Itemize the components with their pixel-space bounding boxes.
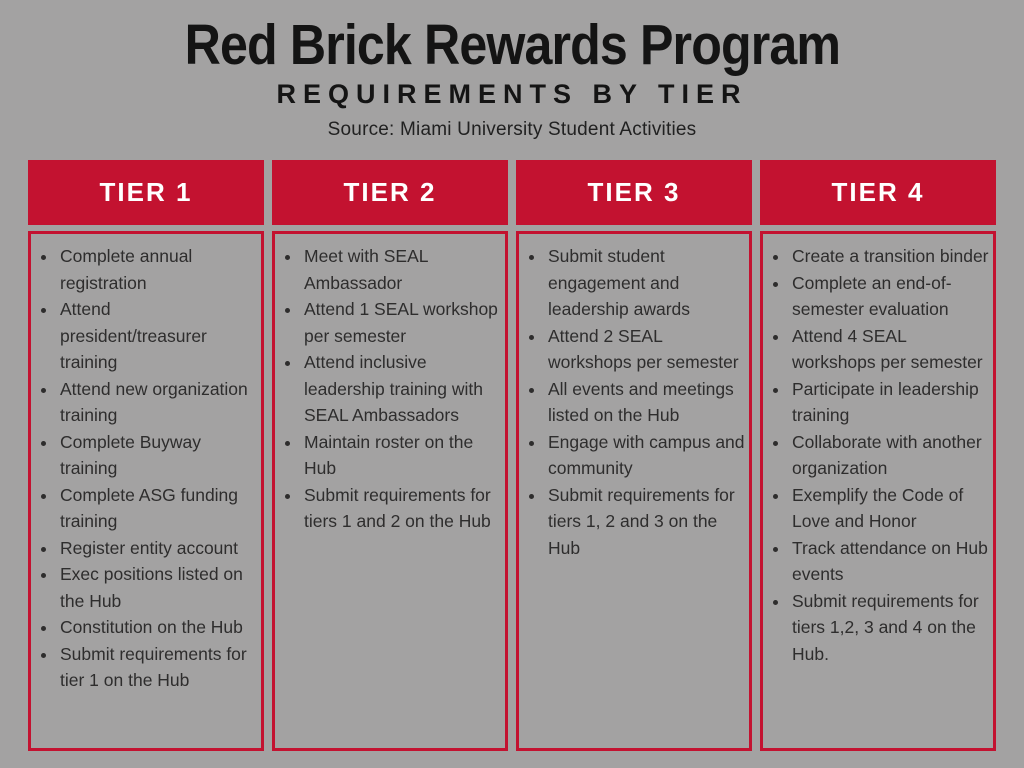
page-subtitle: REQUIREMENTS BY TIER: [276, 78, 748, 109]
requirement-item: • Exemplify the Code of Love and Honor: [790, 482, 989, 535]
tier-column-4: [760, 160, 996, 751]
tier-1-requirements-list: [28, 231, 264, 751]
requirement-item: • Submit requirements for tier 1 on the Hub: [58, 641, 257, 694]
requirement-item: • Attend 4 SEAL workshops per semester: [790, 323, 989, 376]
requirement-item: • Submit requirements for tiers 1, 2 and 3 on the Hub: [546, 482, 745, 562]
tier-4-requirements-list: [760, 231, 996, 751]
tier-3-requirements-list: [516, 231, 752, 751]
requirement-item: • Complete Buyway training: [58, 429, 257, 482]
tier-2-requirements-list: [272, 231, 508, 751]
tier-4-label: TIER 4: [831, 177, 925, 207]
tier-column-1: [28, 160, 264, 751]
header-block: [0, 0, 1024, 160]
requirement-item: • Participate in leadership training: [790, 376, 989, 429]
requirement-item: • Create a transition binder: [790, 243, 989, 270]
tier-1-label: TIER 1: [99, 177, 193, 207]
requirement-item: • Engage with campus and community: [546, 429, 745, 482]
requirement-item: • Attend new organization training: [58, 376, 257, 429]
requirement-item: • Complete an end-of-semester evaluation: [790, 270, 989, 323]
tier-column-3: [516, 160, 752, 751]
tier-1-header: [28, 160, 264, 225]
requirement-item: • Submit requirements for tiers 1 and 2 on the Hub: [302, 482, 501, 535]
requirement-item: • Submit requirements for tiers 1,2, 3 and 4 on the Hub.: [790, 588, 989, 668]
tier-column-2: [272, 160, 508, 751]
requirement-item: • Exec positions listed on the Hub: [58, 561, 257, 614]
tier-4-header: [760, 160, 996, 225]
requirement-item: • Constitution on the Hub: [58, 614, 257, 641]
requirement-item: • Register entity account: [58, 535, 257, 562]
requirement-item: • All events and meetings listed on the Hub: [546, 376, 745, 429]
page-title: Red Brick Rewards Program: [184, 13, 840, 77]
requirement-item: • Collaborate with another organization: [790, 429, 989, 482]
tier-2-label: TIER 2: [343, 177, 437, 207]
tier-3-label: TIER 3: [587, 177, 681, 207]
requirement-item: • Attend president/treasurer training: [58, 296, 257, 376]
requirement-item: • Attend 2 SEAL workshops per semester: [546, 323, 745, 376]
tier-2-header: [272, 160, 508, 225]
source-caption: Source: Miami University Student Activities: [327, 118, 697, 140]
requirement-item: • Track attendance on Hub events: [790, 535, 989, 588]
requirement-item: • Meet with SEAL Ambassador: [302, 243, 501, 296]
tier-columns: [0, 160, 1024, 751]
tier-3-header: [516, 160, 752, 225]
requirement-item: • Complete ASG funding training: [58, 482, 257, 535]
requirement-item: • Maintain roster on the Hub: [302, 429, 501, 482]
requirement-item: • Submit student engagement and leadership awards: [546, 243, 745, 323]
requirement-item: • Complete annual registration: [58, 243, 257, 296]
requirement-item: • Attend inclusive leadership training with SEAL Ambassadors: [302, 349, 501, 429]
requirement-item: • Attend 1 SEAL workshop per semester: [302, 296, 501, 349]
